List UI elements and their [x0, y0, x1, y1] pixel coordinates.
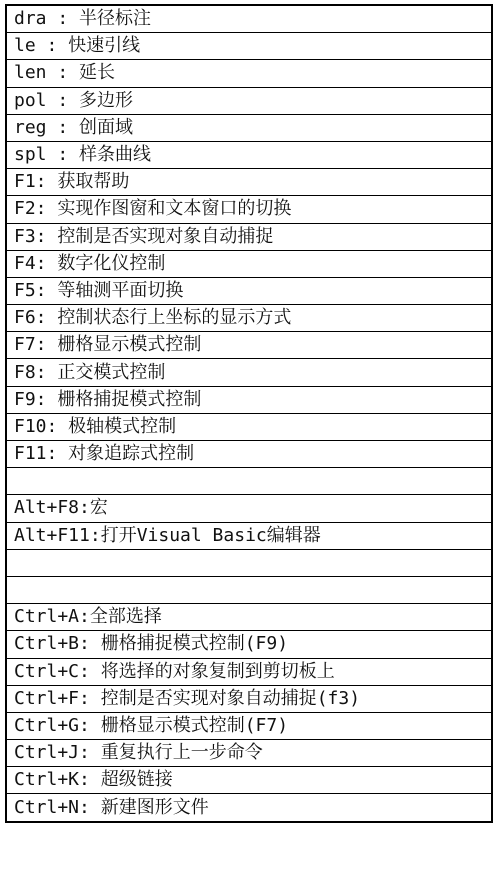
table-row — [6, 33, 492, 60]
table-row — [6, 169, 492, 196]
table-row — [6, 60, 492, 87]
table-cell: Ctrl+C: 将选择的对象复制到剪切板上 — [6, 658, 492, 685]
table-row — [6, 5, 492, 33]
table-row — [6, 359, 492, 386]
table-cell: F4: 数字化仪控制 — [6, 250, 492, 277]
table-cell — [6, 549, 492, 576]
table-row — [6, 413, 492, 440]
table-row — [6, 114, 492, 141]
table-row — [6, 604, 492, 631]
table-cell: Ctrl+G: 栅格显示模式控制(F7) — [6, 712, 492, 739]
table-cell: len : 延长 — [6, 60, 492, 87]
table-cell: dra : 半径标注 — [6, 5, 492, 33]
table-row — [6, 767, 492, 794]
table-cell: Ctrl+J: 重复执行上一步命令 — [6, 740, 492, 767]
table-row — [6, 87, 492, 114]
table-cell: Ctrl+K: 超级链接 — [6, 767, 492, 794]
table-row — [6, 468, 492, 495]
table-cell: F1: 获取帮助 — [6, 169, 492, 196]
table-cell: spl : 样条曲线 — [6, 141, 492, 168]
table-row — [6, 196, 492, 223]
table-row — [6, 549, 492, 576]
table-cell: F5: 等轴测平面切换 — [6, 277, 492, 304]
table-row — [6, 141, 492, 168]
table-row — [6, 576, 492, 603]
table-cell: Ctrl+A:全部选择 — [6, 604, 492, 631]
table-cell: pol : 多边形 — [6, 87, 492, 114]
table-row — [6, 631, 492, 658]
table-cell: F9: 栅格捕捉模式控制 — [6, 386, 492, 413]
table-cell: Ctrl+N: 新建图形文件 — [6, 794, 492, 822]
table-cell: F8: 正交模式控制 — [6, 359, 492, 386]
table-cell: Alt+F11:打开Visual Basic编辑器 — [6, 522, 492, 549]
table-cell: Ctrl+F: 控制是否实现对象自动捕捉(f3) — [6, 685, 492, 712]
shortcut-table — [5, 4, 493, 823]
table-row — [6, 712, 492, 739]
table-cell: F7: 栅格显示模式控制 — [6, 332, 492, 359]
table-row — [6, 740, 492, 767]
table-cell: F11: 对象追踪式控制 — [6, 441, 492, 468]
table-row — [6, 522, 492, 549]
table-row — [6, 441, 492, 468]
table-row — [6, 386, 492, 413]
table-cell: reg : 创面域 — [6, 114, 492, 141]
table-cell — [6, 468, 492, 495]
table-row — [6, 250, 492, 277]
table-cell — [6, 576, 492, 603]
table-row — [6, 794, 492, 822]
table-cell: F10: 极轴模式控制 — [6, 413, 492, 440]
table-row — [6, 658, 492, 685]
table-cell: Ctrl+B: 栅格捕捉模式控制(F9) — [6, 631, 492, 658]
table-row — [6, 685, 492, 712]
table-cell: F3: 控制是否实现对象自动捕捉 — [6, 223, 492, 250]
table-row — [6, 223, 492, 250]
table-row — [6, 332, 492, 359]
table-row — [6, 305, 492, 332]
table-cell: F2: 实现作图窗和文本窗口的切换 — [6, 196, 492, 223]
table-row — [6, 495, 492, 522]
table-cell: le : 快速引线 — [6, 33, 492, 60]
table-cell: Alt+F8:宏 — [6, 495, 492, 522]
table-cell: F6: 控制状态行上坐标的显示方式 — [6, 305, 492, 332]
table-row — [6, 277, 492, 304]
